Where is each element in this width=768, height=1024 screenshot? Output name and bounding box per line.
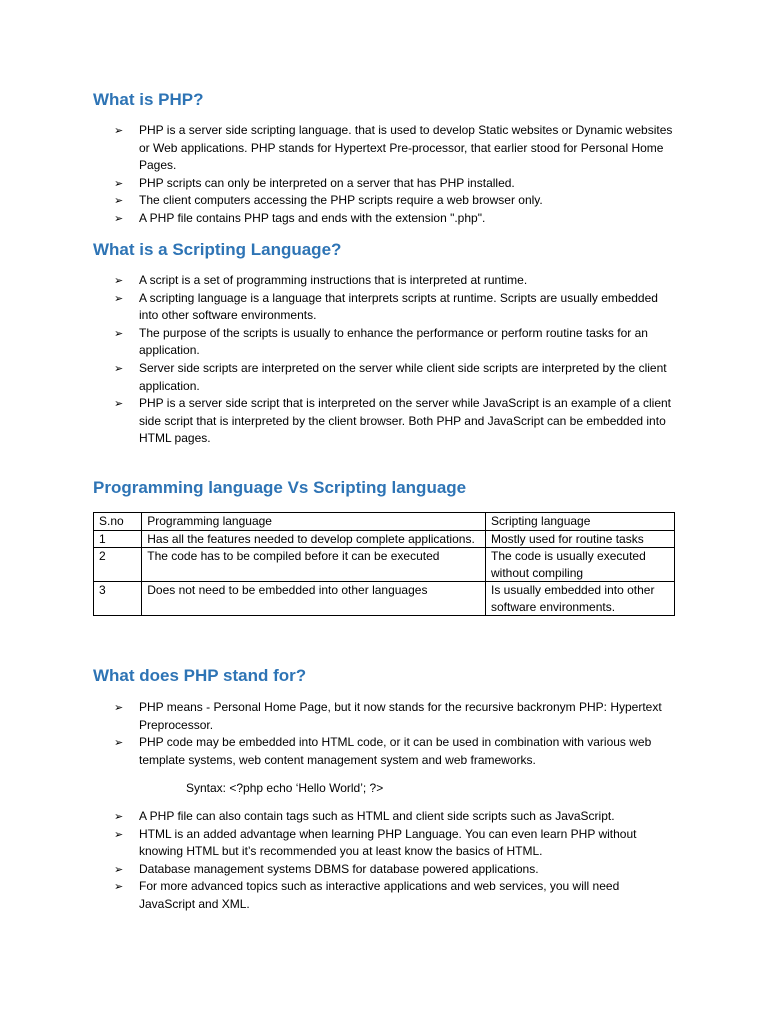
- list-item: ➢ PHP scripts can only be interpreted on a server that has PHP installed.: [114, 175, 674, 193]
- list-item: ➢ A script is a set of programming instructions that is interpreted at runtime.: [114, 272, 674, 290]
- list-item: ➢ PHP code may be embedded into HTML code, or it can be used in combination with various web template systems, web content management system and web frameworks.: [114, 735, 652, 767]
- syntax-example: Syntax: <?php echo ‘Hello World’; ?>: [186, 781, 384, 795]
- list-item: ➢ The purpose of the scripts is usually to enhance the performance or perform routine tasks for an application.: [114, 325, 648, 358]
- arrowhead-bullet-icon: ➢: [114, 326, 124, 340]
- arrowhead-bullet-icon: ➢: [114, 397, 124, 411]
- arrowhead-bullet-icon: ➢: [114, 211, 124, 225]
- list-item: ➢ HTML is an added advantage when learning PHP Language. You can even learn PHP without knowing HTML but it’s recommended you at least know the basics of HTML.: [114, 826, 637, 859]
- table-cell: 1: [94, 530, 142, 548]
- table-cell: Is usually embedded into other software environments.: [486, 582, 675, 616]
- table-cell: The code has to be compiled before it can be executed: [142, 548, 486, 582]
- list-item: ➢ PHP means - Personal Home Page, but it now stands for the recursive backronym PHP: Hypertext Preprocessor.: [114, 700, 662, 732]
- heading-what-does-php-stand-for: What does PHP stand for?: [93, 666, 307, 685]
- comparison-table: [93, 512, 675, 616]
- heading-what-is-php: What is PHP?: [93, 90, 204, 109]
- arrowhead-bullet-icon: ➢: [114, 880, 124, 894]
- arrowhead-bullet-icon: ➢: [114, 124, 124, 137]
- heading-what-is-a-scripting-language: What is a Scripting Language?: [93, 240, 342, 259]
- table-cell: 3: [94, 582, 142, 616]
- list-item: ➢ The client computers accessing the PHP scripts require a web browser only.: [114, 192, 674, 210]
- column-header-programming-language: Programming language: [142, 513, 486, 531]
- bullet-list-scripting-language: [114, 272, 674, 448]
- list-item: ➢ For more advanced topics such as interactive applications and web services, you will need JavaScript and XML.: [114, 879, 620, 911]
- table-cell: Does not need to be embedded into other languages: [142, 582, 486, 616]
- arrowhead-bullet-icon: ➢: [114, 827, 124, 841]
- bullet-list-what-is-php: [114, 122, 674, 228]
- table-cell: Mostly used for routine tasks: [486, 530, 675, 548]
- table-header-row: [94, 513, 675, 531]
- list-item: ➢ PHP is a server side script that is interpreted on the server while JavaScript is an example of a client side script that is interpreted by the client browser. Both PHP and JavaScript can be embedded into HTML pages.: [114, 396, 672, 446]
- bullet-list-php-extra: [114, 808, 674, 914]
- table-row: [94, 530, 675, 548]
- arrowhead-bullet-icon: ➢: [114, 810, 124, 823]
- column-header-sno: S.no: [94, 513, 142, 531]
- list-item: ➢ PHP is a server side scripting language. that is used to develop Static websites or Dynamic websites or Web applications. PHP stands for Hypertext Pre-processor, that earlier stood for Personal Home Pages.: [114, 123, 673, 173]
- table-cell: The code is usually executed without compiling: [486, 548, 675, 582]
- list-item: ➢ Server side scripts are interpreted on the server while client side scripts are interpreted by the client application.: [114, 360, 667, 393]
- arrowhead-bullet-icon: ➢: [114, 736, 124, 750]
- arrowhead-bullet-icon: ➢: [114, 291, 124, 305]
- table-row: [94, 548, 675, 582]
- bullet-list-php-stands-for: [114, 699, 674, 769]
- list-item: ➢ Database management systems DBMS for database powered applications.: [114, 861, 674, 879]
- heading-programming-vs-scripting: Programming language Vs Scripting language: [93, 478, 467, 497]
- arrowhead-bullet-icon: ➢: [114, 701, 124, 714]
- arrowhead-bullet-icon: ➢: [114, 274, 124, 287]
- list-item: ➢ A PHP file contains PHP tags and ends with the extension ".php".: [114, 210, 674, 228]
- list-item: ➢ A scripting language is a language that interprets scripts at runtime. Scripts are usually embedded into other software environments.: [114, 290, 658, 323]
- table-cell: Has all the features needed to develop complete applications.: [142, 530, 486, 548]
- column-header-scripting-language: Scripting language: [486, 513, 675, 531]
- arrowhead-bullet-icon: ➢: [114, 862, 124, 876]
- table-cell: 2: [94, 548, 142, 582]
- arrowhead-bullet-icon: ➢: [114, 361, 124, 375]
- list-item: ➢ A PHP file can also contain tags such as HTML and client side scripts such as JavaScript.: [114, 808, 674, 826]
- table-row: [94, 582, 675, 616]
- arrowhead-bullet-icon: ➢: [114, 176, 124, 190]
- arrowhead-bullet-icon: ➢: [114, 194, 124, 208]
